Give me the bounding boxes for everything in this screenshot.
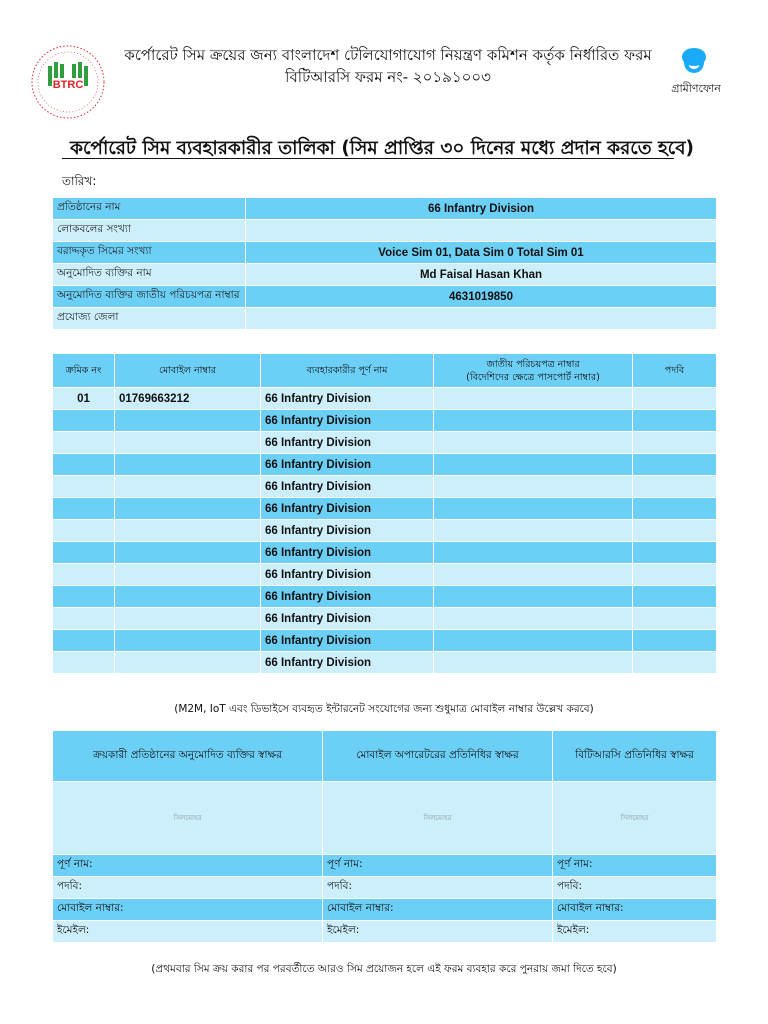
serial-cell[interactable] xyxy=(53,564,115,586)
sim-user-table xyxy=(52,353,717,674)
serial-cell[interactable] xyxy=(53,652,115,674)
designation-cell[interactable] xyxy=(633,454,717,476)
organization-info-table xyxy=(52,197,717,330)
mobile-number-field[interactable]: মোবাইল নাম্বার: xyxy=(553,899,717,921)
full-name-cell[interactable]: 66 Infantry Division xyxy=(261,520,434,542)
serial-cell[interactable] xyxy=(53,520,115,542)
column-header-mobile: মোবাইল নাম্বার xyxy=(115,354,261,388)
designation-cell[interactable] xyxy=(633,564,717,586)
signature-field-row xyxy=(53,855,717,877)
nid-cell[interactable] xyxy=(434,630,633,652)
mobile-cell[interactable] xyxy=(115,432,261,454)
nid-cell[interactable] xyxy=(434,608,633,630)
mobile-cell[interactable] xyxy=(115,652,261,674)
mobile-cell[interactable] xyxy=(115,630,261,652)
table-row xyxy=(53,586,717,608)
form-number: বিটিআরসি ফরম নং- ২০১৯১০০৩ xyxy=(285,68,491,86)
date-label: তারিখ: xyxy=(62,174,97,188)
info-row xyxy=(53,198,717,220)
nid-cell[interactable] xyxy=(434,652,633,674)
mobile-cell[interactable] xyxy=(115,520,261,542)
serial-cell[interactable] xyxy=(53,410,115,432)
full-name-field[interactable]: পূর্ণ নাম: xyxy=(323,855,553,877)
operator-name: গ্রামীণফোন xyxy=(671,82,721,95)
seal-area[interactable]: সিলমোহর xyxy=(553,782,717,855)
full-name-field[interactable]: পূর্ণ নাম: xyxy=(53,855,323,877)
info-value[interactable] xyxy=(246,220,717,242)
table-row xyxy=(53,608,717,630)
info-row xyxy=(53,286,717,308)
serial-cell[interactable] xyxy=(53,630,115,652)
nid-cell[interactable] xyxy=(434,388,633,410)
info-label: অনুমোদিত ব্যক্তির জাতীয় পরিচয়পত্র নাম্বার xyxy=(53,286,246,308)
full-name-cell[interactable]: 66 Infantry Division xyxy=(261,498,434,520)
signature-header-btrc: বিটিআরসি প্রতিনিধির স্বাক্ষর xyxy=(553,731,717,782)
full-name-cell[interactable]: 66 Infantry Division xyxy=(261,608,434,630)
table-row xyxy=(53,564,717,586)
full-name-cell[interactable]: 66 Infantry Division xyxy=(261,564,434,586)
mobile-number-field[interactable]: মোবাইল নাম্বার: xyxy=(323,899,553,921)
full-name-cell[interactable]: 66 Infantry Division xyxy=(261,542,434,564)
table-row xyxy=(53,476,717,498)
full-name-cell[interactable]: 66 Infantry Division xyxy=(261,432,434,454)
nid-cell[interactable] xyxy=(434,498,633,520)
signature-header-buyer: ক্রয়কারী প্রতিষ্ঠানের অনুমোদিত ব্যক্তির স্বাক্ষর xyxy=(53,731,323,782)
designation-cell[interactable] xyxy=(633,608,717,630)
column-header-full-name: ব্যবহারকারীর পূর্ণ নাম xyxy=(261,354,434,388)
nid-cell[interactable] xyxy=(434,520,633,542)
mobile-cell[interactable] xyxy=(115,564,261,586)
full-name-cell[interactable]: 66 Infantry Division xyxy=(261,410,434,432)
table-row xyxy=(53,432,717,454)
info-row xyxy=(53,264,717,286)
designation-cell[interactable] xyxy=(633,520,717,542)
designation-field[interactable]: পদবি: xyxy=(323,877,553,899)
designation-field[interactable]: পদবি: xyxy=(53,877,323,899)
serial-cell[interactable] xyxy=(53,542,115,564)
designation-cell[interactable] xyxy=(633,542,717,564)
info-row xyxy=(53,308,717,330)
nid-cell[interactable] xyxy=(434,454,633,476)
table-row xyxy=(53,388,717,410)
designation-cell[interactable] xyxy=(633,630,717,652)
mobile-number-field[interactable]: মোবাইল নাম্বার: xyxy=(53,899,323,921)
info-row xyxy=(53,220,717,242)
table-row xyxy=(53,520,717,542)
title-underline xyxy=(62,158,674,159)
designation-cell[interactable] xyxy=(633,388,717,410)
info-value[interactable]: 66 Infantry Division xyxy=(246,198,717,220)
info-value[interactable] xyxy=(246,308,717,330)
info-value[interactable]: 4631019850 xyxy=(246,286,717,308)
serial-cell[interactable] xyxy=(53,498,115,520)
signature-header-row xyxy=(53,731,717,782)
designation-cell[interactable] xyxy=(633,652,717,674)
signature-field-row xyxy=(53,877,717,899)
info-row xyxy=(53,242,717,264)
signature-field-row xyxy=(53,899,717,921)
info-label: প্রযোজ্য জেলা xyxy=(53,308,246,330)
mobile-number-note: (M2M, IoT এবং ডিভাইসে ব্যবহৃত ইন্টারনেট সংযোগের জন্য শুধুমাত্র মোবাইল নাম্বার উল্লেখ করবে) xyxy=(174,703,594,715)
seal-area[interactable]: সিলমোহর xyxy=(53,782,323,855)
table-row xyxy=(53,652,717,674)
table-row xyxy=(53,410,717,432)
mobile-cell[interactable] xyxy=(115,586,261,608)
full-name-cell[interactable]: 66 Infantry Division xyxy=(261,652,434,674)
signature-header-operator: মোবাইল অপারেটরের প্রতিনিধির স্বাক্ষর xyxy=(323,731,553,782)
info-label: লোকবলের সংখ্যা xyxy=(53,220,246,242)
email-field[interactable]: ইমেইল: xyxy=(53,921,323,943)
mobile-cell[interactable] xyxy=(115,410,261,432)
designation-cell[interactable] xyxy=(633,432,717,454)
info-label: অনুমোদিত ব্যক্তির নাম xyxy=(53,264,246,286)
serial-cell[interactable] xyxy=(53,476,115,498)
page-title: কর্পোরেট সিম ব্যবহারকারীর তালিকা (সিম প্রাপ্তির ৩০ দিনের মধ্যে প্রদান করতে হবে) xyxy=(70,138,694,159)
nid-cell[interactable] xyxy=(434,586,633,608)
designation-cell[interactable] xyxy=(633,498,717,520)
nid-cell[interactable] xyxy=(434,564,633,586)
info-label: বরাদ্দকৃত সিমের সংখ্যা xyxy=(53,242,246,264)
designation-cell[interactable] xyxy=(633,476,717,498)
designation-cell[interactable] xyxy=(633,586,717,608)
table-row xyxy=(53,542,717,564)
signature-table xyxy=(52,730,717,943)
resubmission-note: (প্রথমবার সিম ক্রয় করার পর পরবর্তীতে আরও সিম প্রয়োজন হলে এই ফরম ব্যবহার করে পুনরায় জমা দিতে হবে) xyxy=(151,963,617,975)
form-authority-line: কর্পোরেট সিম ক্রয়ের জন্য বাংলাদেশ টেলিযোগাযোগ নিয়ন্ত্রণ কমিশন কর্তৃক নির্ধারিত ফরম xyxy=(124,46,652,64)
btrc-logo-text: BTRC xyxy=(52,79,84,91)
column-header-designation: পদবি xyxy=(633,354,717,388)
serial-cell[interactable] xyxy=(53,454,115,476)
info-value[interactable]: Voice Sim 01, Data Sim 0 Total Sim 01 xyxy=(246,242,717,264)
full-name-cell[interactable]: 66 Infantry Division xyxy=(261,454,434,476)
signature-field-row xyxy=(53,921,717,943)
full-name-cell[interactable]: 66 Infantry Division xyxy=(261,586,434,608)
nid-cell[interactable] xyxy=(434,542,633,564)
serial-cell[interactable] xyxy=(53,586,115,608)
nid-cell[interactable] xyxy=(434,432,633,454)
mobile-cell[interactable] xyxy=(115,454,261,476)
email-field[interactable]: ইমেইল: xyxy=(553,921,717,943)
info-label: প্রতিষ্ঠানের নাম xyxy=(53,198,246,220)
nid-cell[interactable] xyxy=(434,410,633,432)
table-header-row xyxy=(53,354,717,388)
designation-cell[interactable] xyxy=(633,410,717,432)
info-value[interactable]: Md Faisal Hasan Khan xyxy=(246,264,717,286)
table-row xyxy=(53,454,717,476)
full-name-field[interactable]: পূর্ণ নাম: xyxy=(553,855,717,877)
table-row xyxy=(53,630,717,652)
nid-cell[interactable] xyxy=(434,476,633,498)
signature-space-row xyxy=(53,782,717,855)
email-field[interactable]: ইমেইল: xyxy=(323,921,553,943)
serial-cell[interactable] xyxy=(53,608,115,630)
serial-cell[interactable]: 01 xyxy=(53,388,115,410)
mobile-cell[interactable] xyxy=(115,476,261,498)
column-header-nid: জাতীয় পরিচয়পত্র নাম্বার (বিদেশিদের ক্ষেত্রে পাসপোর্ট নাম্বার) xyxy=(434,354,633,388)
table-row xyxy=(53,498,717,520)
mobile-cell[interactable] xyxy=(115,608,261,630)
btrc-logo xyxy=(30,44,106,120)
serial-cell[interactable] xyxy=(53,432,115,454)
designation-field[interactable]: পদবি: xyxy=(553,877,717,899)
column-header-serial: ক্রমিক নং xyxy=(53,354,115,388)
seal-area[interactable]: সিলমোহর xyxy=(323,782,553,855)
full-name-cell[interactable]: 66 Infantry Division xyxy=(261,476,434,498)
full-name-cell[interactable]: 66 Infantry Division xyxy=(261,388,434,410)
mobile-cell[interactable] xyxy=(115,542,261,564)
mobile-cell[interactable] xyxy=(115,498,261,520)
full-name-cell[interactable]: 66 Infantry Division xyxy=(261,630,434,652)
mobile-cell[interactable]: 01769663212 xyxy=(115,388,261,410)
